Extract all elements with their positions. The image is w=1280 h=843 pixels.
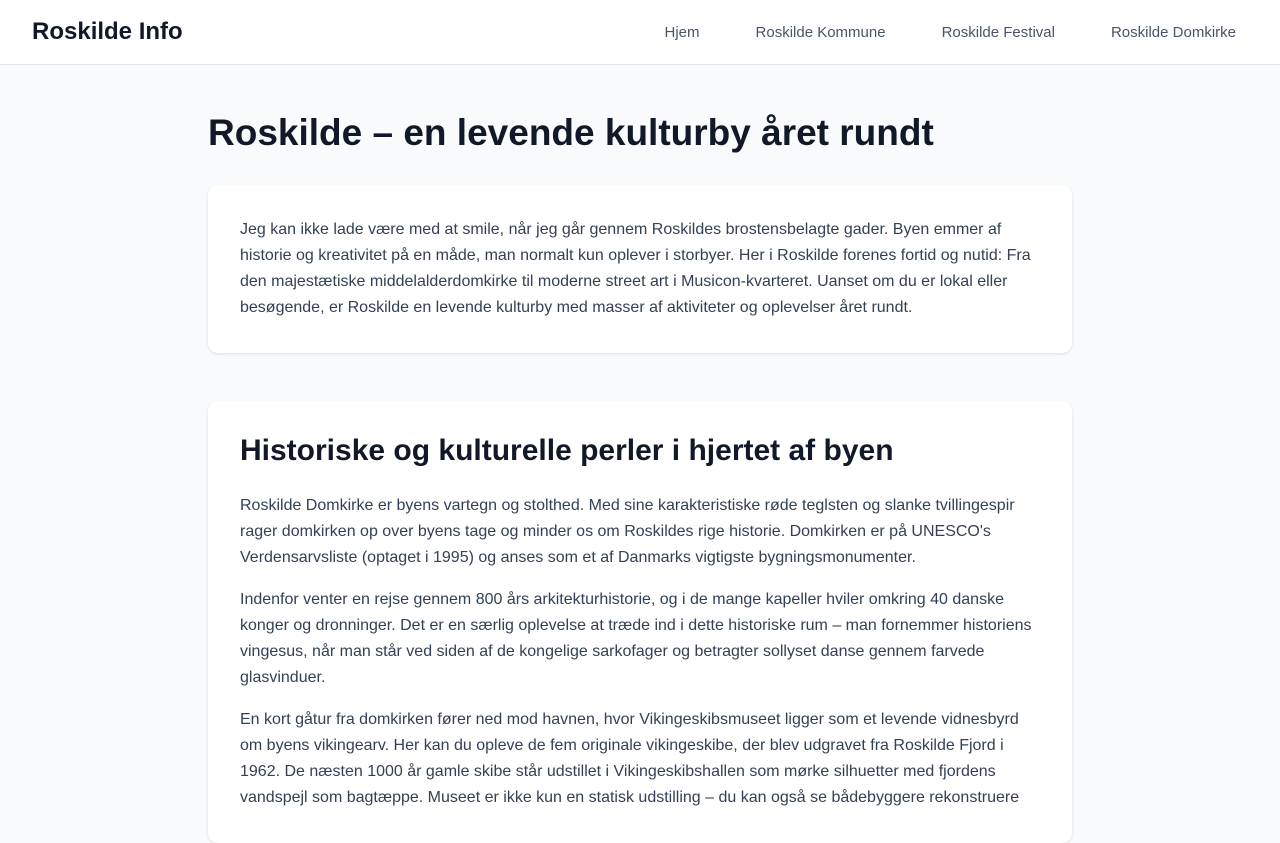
page-title: Roskilde – en levende kulturby året rundt [208, 112, 934, 153]
section-paragraph: Indenfor venter en rejse gennem 800 års arkitekturhistorie, og i de mange kapeller hviler omkring 40 danske konger og dronninger. Det er en særlig oplevelse at træde ind i dette historiske rum – man fornemmer historiens vingesus, når man står ved siden af de kongelige sarkofager og betragter sollyset danse gennem farvede glasvinduer. [240, 591, 1032, 686]
nav-link-roskilde-domkirke[interactable]: Roskilde Domkirke [1110, 23, 1236, 41]
intro-paragraph: Jeg kan ikke lade være med at smile, når jeg går gennem Roskildes brostensbelagte gader. Byen emmer af historie og kreativitet på en måde, man normalt kun oplever i storbyer. Her i Roskilde forenes fortid og nutid: Fra den majestætiske middelalderdomkirke til moderne street art i Musicon-kvarteret. Uanset om du er lokal eller besøgende, er Roskilde en levende kulturby med masser af aktiviteter og oplevelser året rundt. [240, 221, 1031, 316]
section-paragraph: Roskilde Domkirke er byens vartegn og stolthed. Med sine karakteristiske røde teglsten og slanke tvillingespir rager domkirken op over byens tage og minder os om Roskildes rige historie. Domkirken er på UNESCO's Verdensarvsliste (optaget i 1995) og anses som et af Danmarks vigtigste bygningsmonumenter. [240, 497, 1015, 566]
main-content [208, 65, 1072, 843]
site-header [0, 0, 1280, 65]
site-brand-link[interactable]: Roskilde Info [32, 18, 183, 45]
nav-link-roskilde-festival[interactable]: Roskilde Festival [941, 23, 1055, 41]
intro-card [208, 185, 1072, 353]
section-card-history [208, 401, 1072, 843]
main-nav [665, 0, 1237, 64]
section-heading: Historiske og kulturelle perler i hjertet af byen [240, 434, 894, 467]
nav-link-roskilde-kommune[interactable]: Roskilde Kommune [755, 23, 886, 41]
nav-link-hjem[interactable]: Hjem [664, 23, 700, 41]
section-paragraph: En kort gåtur fra domkirken fører ned mod havnen, hvor Vikingeskibsmuseet ligger som et levende vidnesbyrd om byens vikingearv. Her kan du opleve de fem originale vikingeskibe, der blev udgravet fra Roskilde Fjord i 1962. De næsten 1000 år gamle skibe står udstillet i Vikingeskibshallen som mørke silhuetter med fjordens vandspejl som bagtæppe. Museet er ikke kun en statisk udstilling – du kan også se bådebyggere rekonstruere [240, 711, 1020, 806]
